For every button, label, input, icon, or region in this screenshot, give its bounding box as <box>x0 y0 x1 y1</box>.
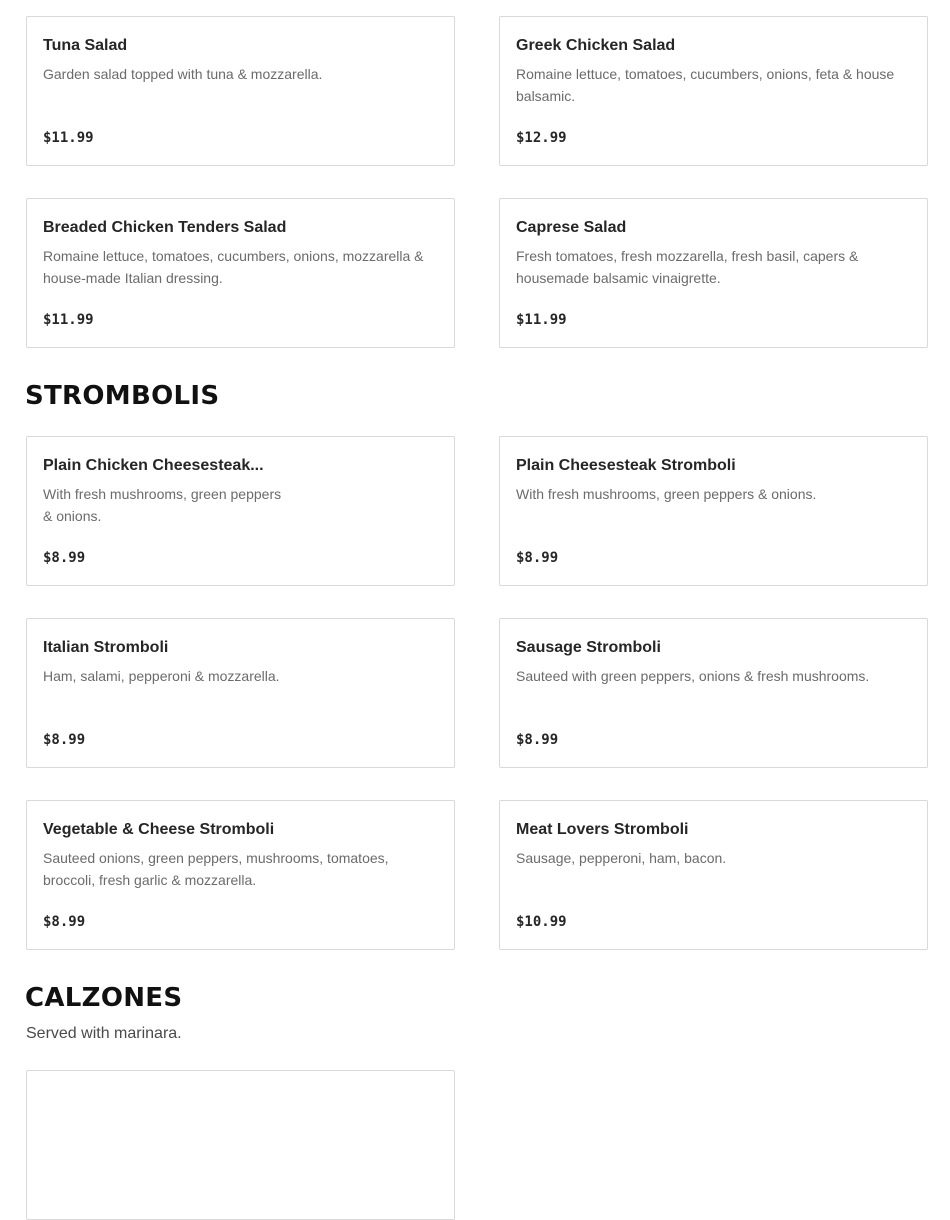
menu-item-description: Ham, salami, pepperoni & mozzarella. <box>43 668 280 684</box>
menu-item-card[interactable] <box>499 16 928 166</box>
menu-item-card[interactable] <box>26 618 455 768</box>
menu-item-card[interactable] <box>26 198 455 348</box>
menu-item-price: $12.99 <box>516 130 567 146</box>
menu-item-price: $8.99 <box>43 914 86 930</box>
menu-item-card[interactable] <box>499 618 928 768</box>
menu-item-price: $8.99 <box>516 550 559 566</box>
section-subtitle: Served with marinara. <box>26 1025 182 1042</box>
menu-item-price: $11.99 <box>43 130 94 146</box>
menu-item-price: $8.99 <box>43 550 86 566</box>
menu-item-card[interactable] <box>499 198 928 348</box>
menu-item-card[interactable] <box>499 800 928 950</box>
menu-item-description: Garden salad topped with tuna & mozzarella. <box>43 66 323 82</box>
menu-item-name: Plain Cheesesteak Stromboli <box>516 457 736 474</box>
menu-item-card[interactable] <box>26 1070 455 1220</box>
menu-item-card[interactable] <box>26 436 455 586</box>
menu-item-description: Romaine lettuce, tomatoes, cucumbers, onions, mozzarella & house-made Italian dressing. <box>43 248 424 286</box>
menu-item-description: With fresh mushrooms, green peppers & onions. <box>516 486 817 502</box>
menu-item-price: $11.99 <box>516 312 567 328</box>
menu-item-card[interactable] <box>26 800 455 950</box>
menu-item-name: Vegetable & Cheese Stromboli <box>43 821 275 838</box>
menu-item-description: Fresh tomatoes, fresh mozzarella, fresh basil, capers & housemade balsamic vinaigrette. <box>516 248 859 286</box>
menu-item-description: Sauteed with green peppers, onions & fresh mushrooms. <box>516 668 870 684</box>
menu-item-name: Tuna Salad <box>43 37 128 54</box>
menu-item-description: Sausage, pepperoni, ham, bacon. <box>516 850 727 866</box>
menu-item-price: $10.99 <box>516 914 567 930</box>
menu-item-description: Sauteed onions, green peppers, mushrooms, tomatoes, broccoli, fresh garlic & mozzarella. <box>43 850 389 888</box>
section-title-calzones: CALZONES <box>25 983 183 1013</box>
menu-item-price: $11.99 <box>43 312 94 328</box>
menu-item-name: Sausage Stromboli <box>516 639 661 656</box>
menu-item-description: With fresh mushrooms, green peppers & onions. <box>43 486 282 524</box>
section-title-strombolis: STROMBOLIS <box>25 381 220 411</box>
menu-item-price: $8.99 <box>43 732 86 748</box>
menu-item-name: Plain Chicken Cheesesteak... <box>43 457 264 474</box>
menu-item-name: Meat Lovers Stromboli <box>516 821 689 838</box>
menu-item-name: Greek Chicken Salad <box>516 37 676 54</box>
menu-item-name: Breaded Chicken Tenders Salad <box>43 219 287 236</box>
menu-item-description: Romaine lettuce, tomatoes, cucumbers, onions, feta & house balsamic. <box>516 66 895 104</box>
menu-item-name: Italian Stromboli <box>43 639 169 656</box>
menu-item-name: Caprese Salad <box>516 219 627 236</box>
menu-item-price: $8.99 <box>516 732 559 748</box>
menu-item-card[interactable] <box>26 16 455 166</box>
menu-item-card[interactable] <box>499 436 928 586</box>
